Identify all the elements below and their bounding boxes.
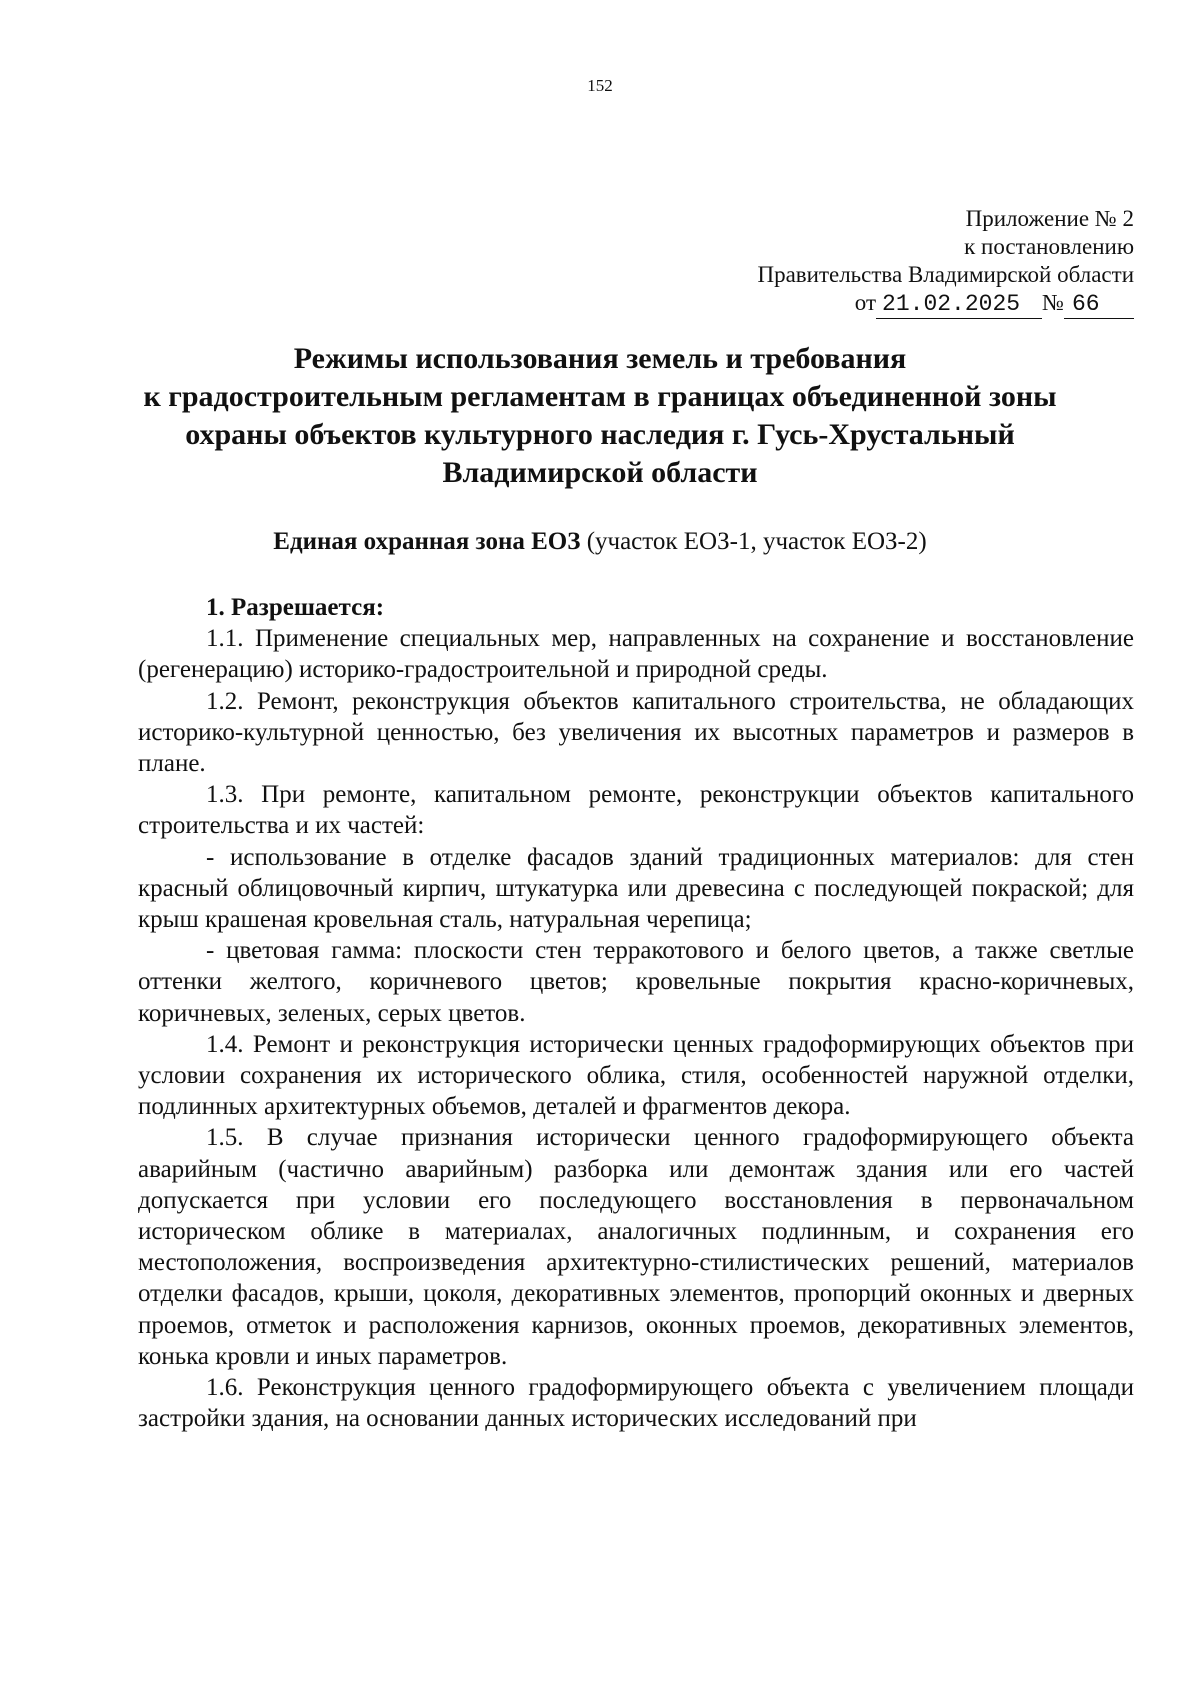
- paragraph-1-3: 1.3. При ремонте, капитальном ремонте, реконструкции объектов капитального строительства и их частей:: [138, 781, 1134, 840]
- section-heading: 1. Разрешается:: [206, 594, 385, 621]
- appendix-label: Приложение № 2: [965, 206, 1134, 231]
- date-prefix: от: [854, 290, 877, 315]
- zone-name: Единая охранная зона ЕОЗ: [273, 528, 581, 555]
- title-line-1: Режимы использования земель и требования: [293, 342, 907, 375]
- document-body: [138, 592, 1134, 1434]
- zone-parts: (участок ЕОЗ-1, участок ЕОЗ-2): [580, 528, 927, 555]
- title-line-3: охраны объектов культурного наследия г. Гусь-Хрустальный: [185, 418, 1015, 451]
- paragraph-1-6: 1.6. Реконструкция ценного градоформирующего объекта с увеличением площади застройки здания, на основании данных исторических исследований при: [138, 1374, 1134, 1433]
- paragraph-1-3-colors: - цветовая гамма: плоскости стен терракотового и белого цветов, а также светлые оттенки желтого, коричневого цветов; кровельные покрытия красно-коричневых, коричневых, зеленых, серых цветов.: [138, 937, 1134, 1027]
- resolution-number: 66: [1064, 290, 1134, 319]
- document-title: [0, 340, 1200, 492]
- page-number: 152: [587, 76, 613, 95]
- appendix-date-line: [757, 289, 1134, 319]
- paragraph-1-2: 1.2. Ремонт, реконструкция объектов капитального строительства, не обладающих историко-культурной ценностью, без увеличения их высотных параметров и размеров в плане.: [138, 687, 1134, 778]
- paragraph-1-4: 1.4. Ремонт и реконструкция исторически ценных градоформирующих объектов при условии сохранения их исторического облика, стиля, особенностей наружной отделки, подлинных архитектурных объемов, деталей и фрагментов декора.: [138, 1030, 1134, 1121]
- title-line-4: Владимирской области: [442, 456, 758, 489]
- resolution-date: 21.02.2025: [876, 290, 1042, 319]
- title-line-2: к градостроительным регламентам в границах объединенной зоны: [143, 380, 1057, 413]
- number-prefix: №: [1042, 290, 1064, 315]
- appendix-resolution: к постановлению: [964, 234, 1134, 259]
- paragraph-1-3-materials: - использование в отделке фасадов зданий традиционных материалов: для стен красный облицовочный кирпич, штукатурка или древесина с последующей покраской; для крыш крашеная кровельная сталь, натуральная черепица;: [138, 843, 1134, 934]
- paragraph-1-5: 1.5. В случае признания исторически ценного градоформирующего объекта аварийным (частично аварийным) разборка или демонтаж здания или его частей допускается при условии его последующего восстановления в первоначальном историческом облике в материалах, аналогичных подлинным, и сохранения его местоположения, воспроизведения архитектурно-стилистических решений, материалов отделки фасадов, крыши, цоколя, декоративных элементов, пропорций оконных и дверных проемов, отметок и расположения карнизов, оконных проемов, декоративных элементов, конька кровли и иных параметров.: [138, 1124, 1134, 1370]
- zone-subtitle: [0, 528, 1200, 556]
- appendix-block: [757, 205, 1134, 319]
- appendix-government: Правительства Владимирской области: [757, 262, 1134, 287]
- paragraph-1-1: 1.1. Применение специальных мер, направленных на сохранение и восстановление (регенерацию) историко-градостроительной и природной среды.: [138, 625, 1134, 684]
